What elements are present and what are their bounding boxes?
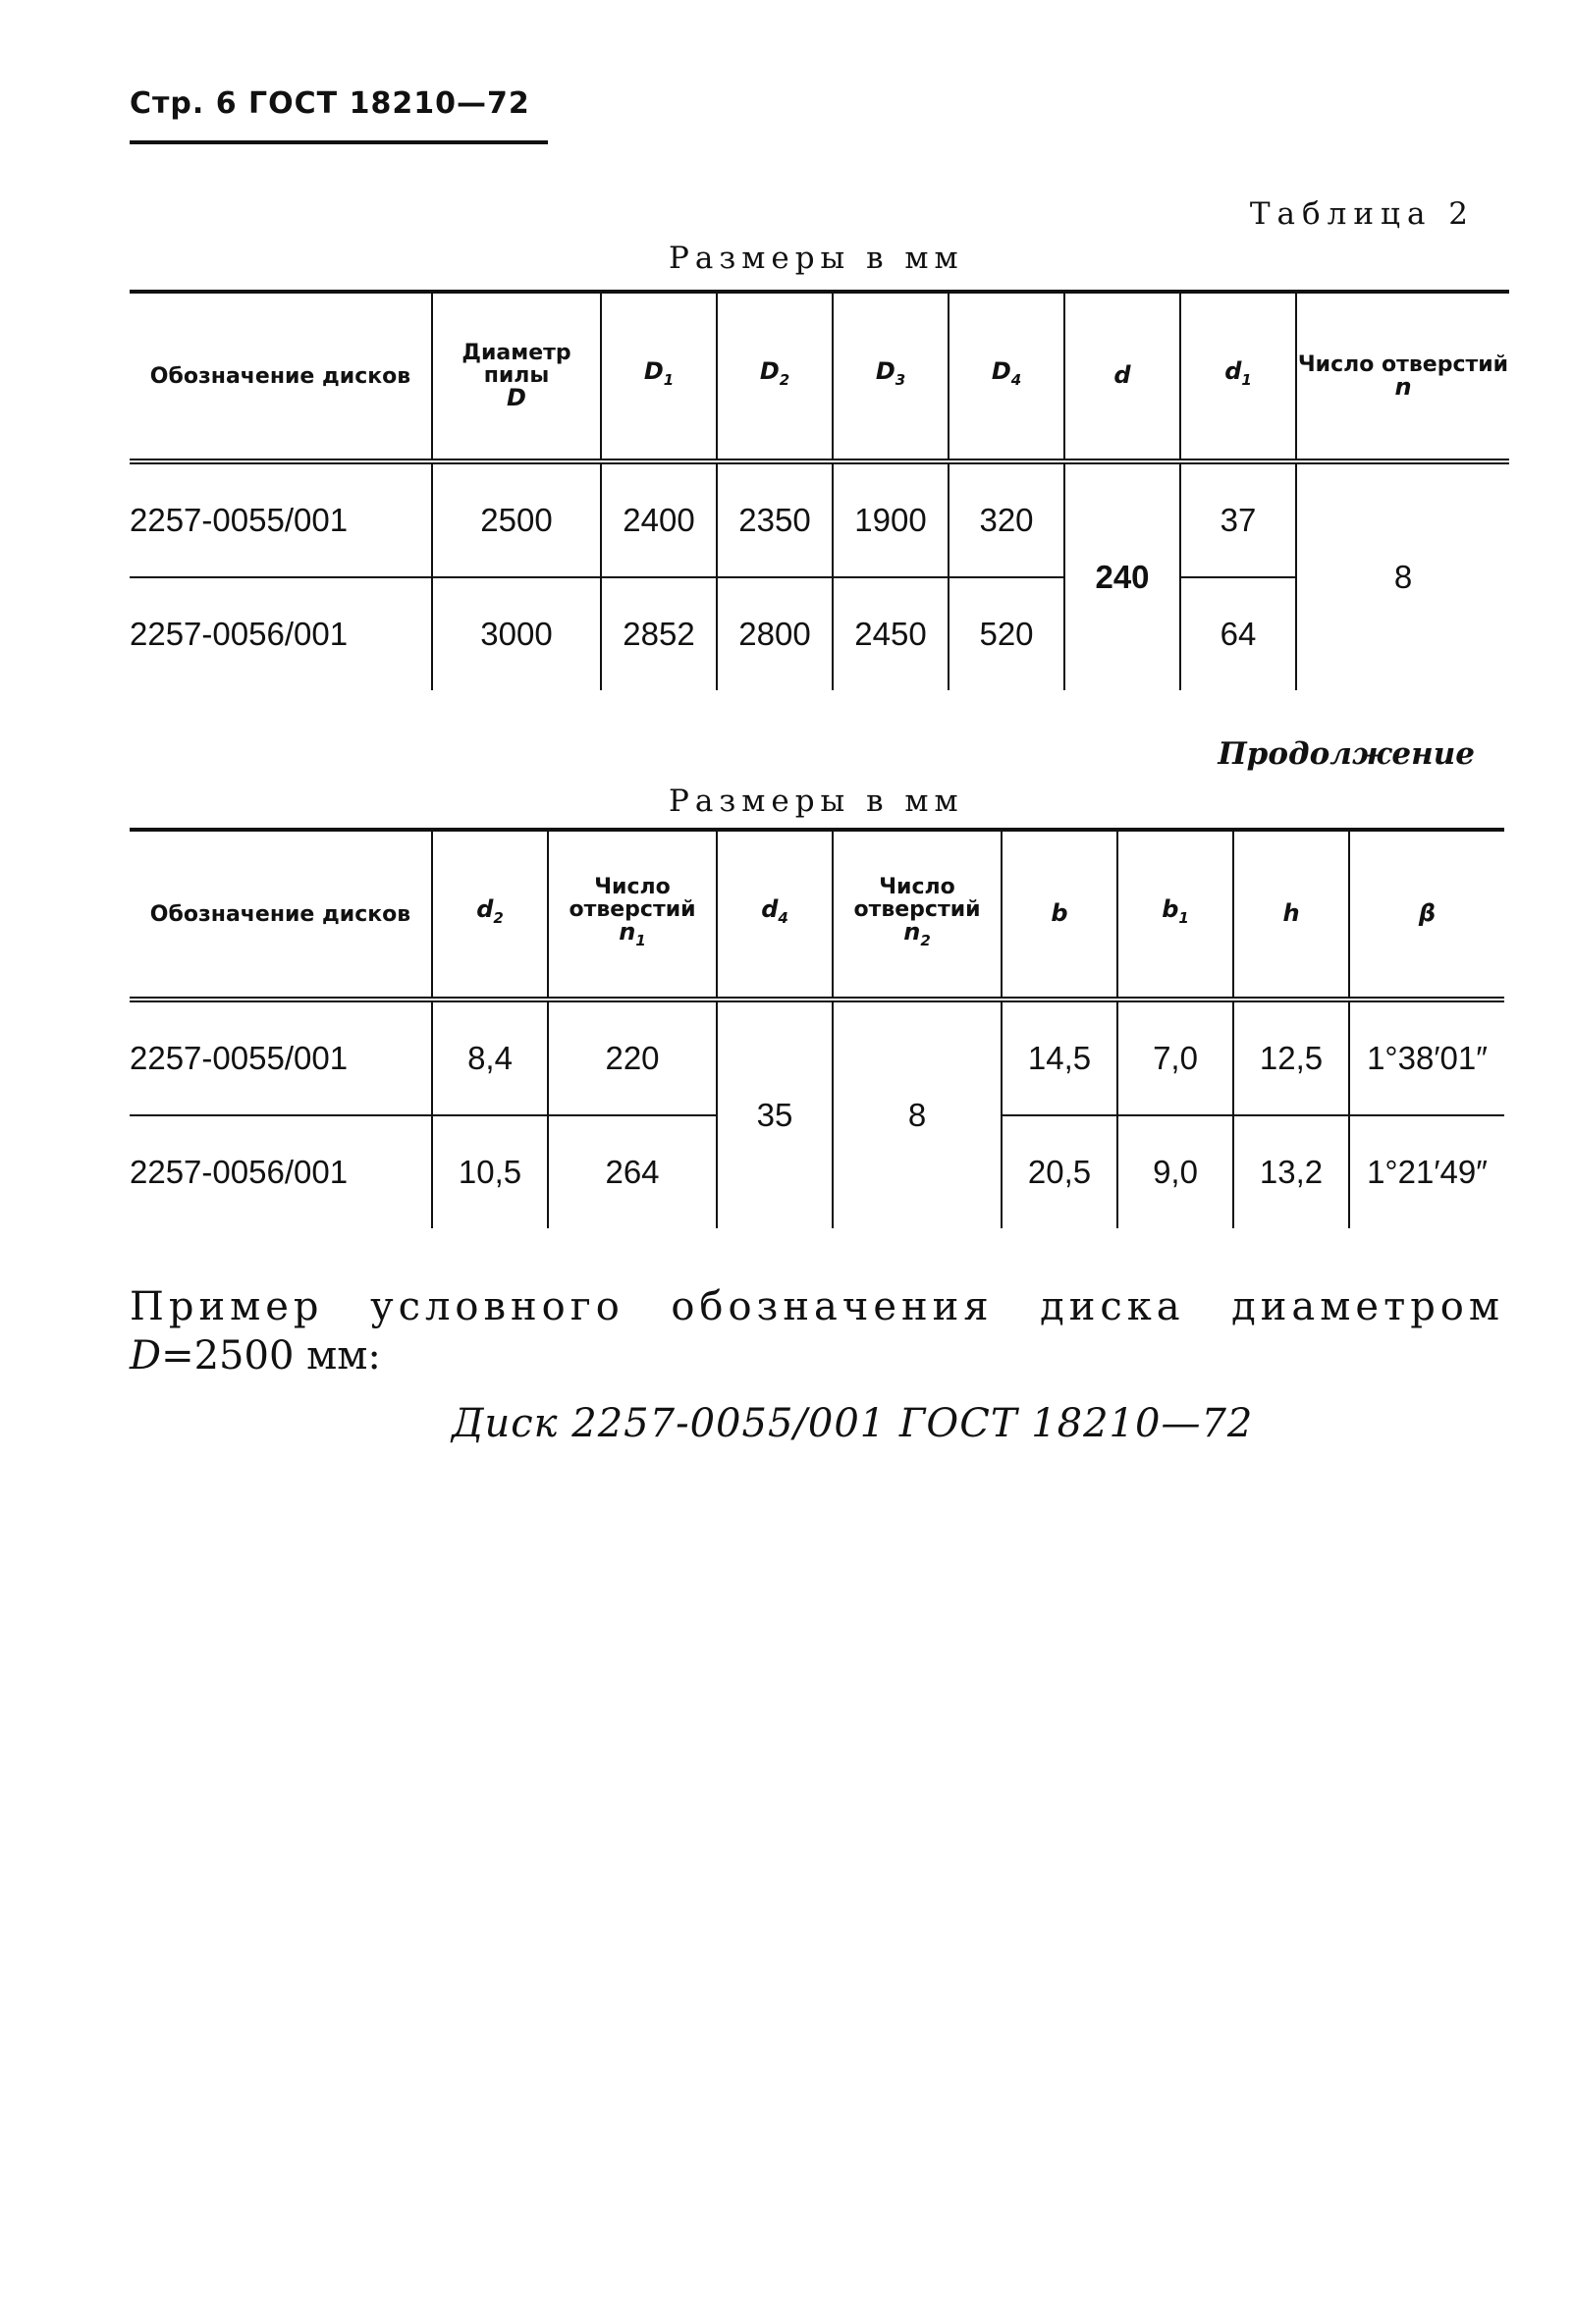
- table-row: 2257-0056/001 3000 2852 2800 2450 520 64: [130, 577, 1509, 690]
- col-holes-n2: Число отверстий $n_2$: [833, 830, 1002, 1000]
- col-b1: $b_1$: [1117, 830, 1233, 1000]
- units-caption-1: Размеры в мм: [669, 241, 964, 276]
- shared-holes: 8: [1296, 461, 1509, 690]
- header-rule: [130, 140, 548, 144]
- table-label: Таблица 2: [1249, 196, 1475, 232]
- standard-number: ГОСТ 18210—72: [248, 86, 530, 121]
- col-beta: β: [1349, 830, 1504, 1000]
- example-designation: Диск 2257-0055/001 ГОСТ 18210—72: [452, 1401, 1254, 1446]
- example-paragraph: Пример условного обозначения диска диаметром D=2500 мм:: [130, 1284, 1504, 1378]
- page-header: [130, 86, 530, 121]
- table-row: 2257-0055/001 8,4 220 35 8 14,5 7,0 12,5 1°38′01″: [130, 1000, 1504, 1115]
- col-designation: Обозначение дисков: [130, 292, 432, 461]
- dimensions-table-continued: [130, 828, 1504, 1228]
- col-holes-n1: Число отверстий $n_1$: [548, 830, 717, 1000]
- units-caption-2: Размеры в мм: [669, 784, 964, 819]
- shared-d: 240: [1064, 461, 1180, 690]
- table-row: 2257-0055/001 2500 2400 2350 1900 320 240 37 8: [130, 461, 1509, 577]
- col-holes: Число отверстий n: [1296, 292, 1509, 461]
- col-D2: $D_2$: [717, 292, 833, 461]
- col-d2: $d_2$: [432, 830, 548, 1000]
- shared-n2: 8: [833, 1000, 1002, 1228]
- continuation-label: Продолжение: [1218, 736, 1475, 772]
- col-saw-diameter: Диаметр пилы D: [432, 292, 601, 461]
- col-d: d: [1064, 292, 1180, 461]
- col-D4: $D_4$: [949, 292, 1064, 461]
- col-D3: $D_3$: [833, 292, 949, 461]
- col-designation: Обозначение дисков: [130, 830, 432, 1000]
- col-b: b: [1002, 830, 1117, 1000]
- col-D1: $D_1$: [601, 292, 717, 461]
- shared-d4: 35: [717, 1000, 833, 1228]
- col-d1: $d_1$: [1180, 292, 1296, 461]
- dimensions-table: [130, 290, 1509, 690]
- col-h: h: [1233, 830, 1349, 1000]
- page-number: Стр. 6: [130, 86, 238, 121]
- col-d4: $d_4$: [717, 830, 833, 1000]
- table-row: 2257-0056/001 10,5 264 20,5 9,0 13,2 1°21′49″: [130, 1115, 1504, 1228]
